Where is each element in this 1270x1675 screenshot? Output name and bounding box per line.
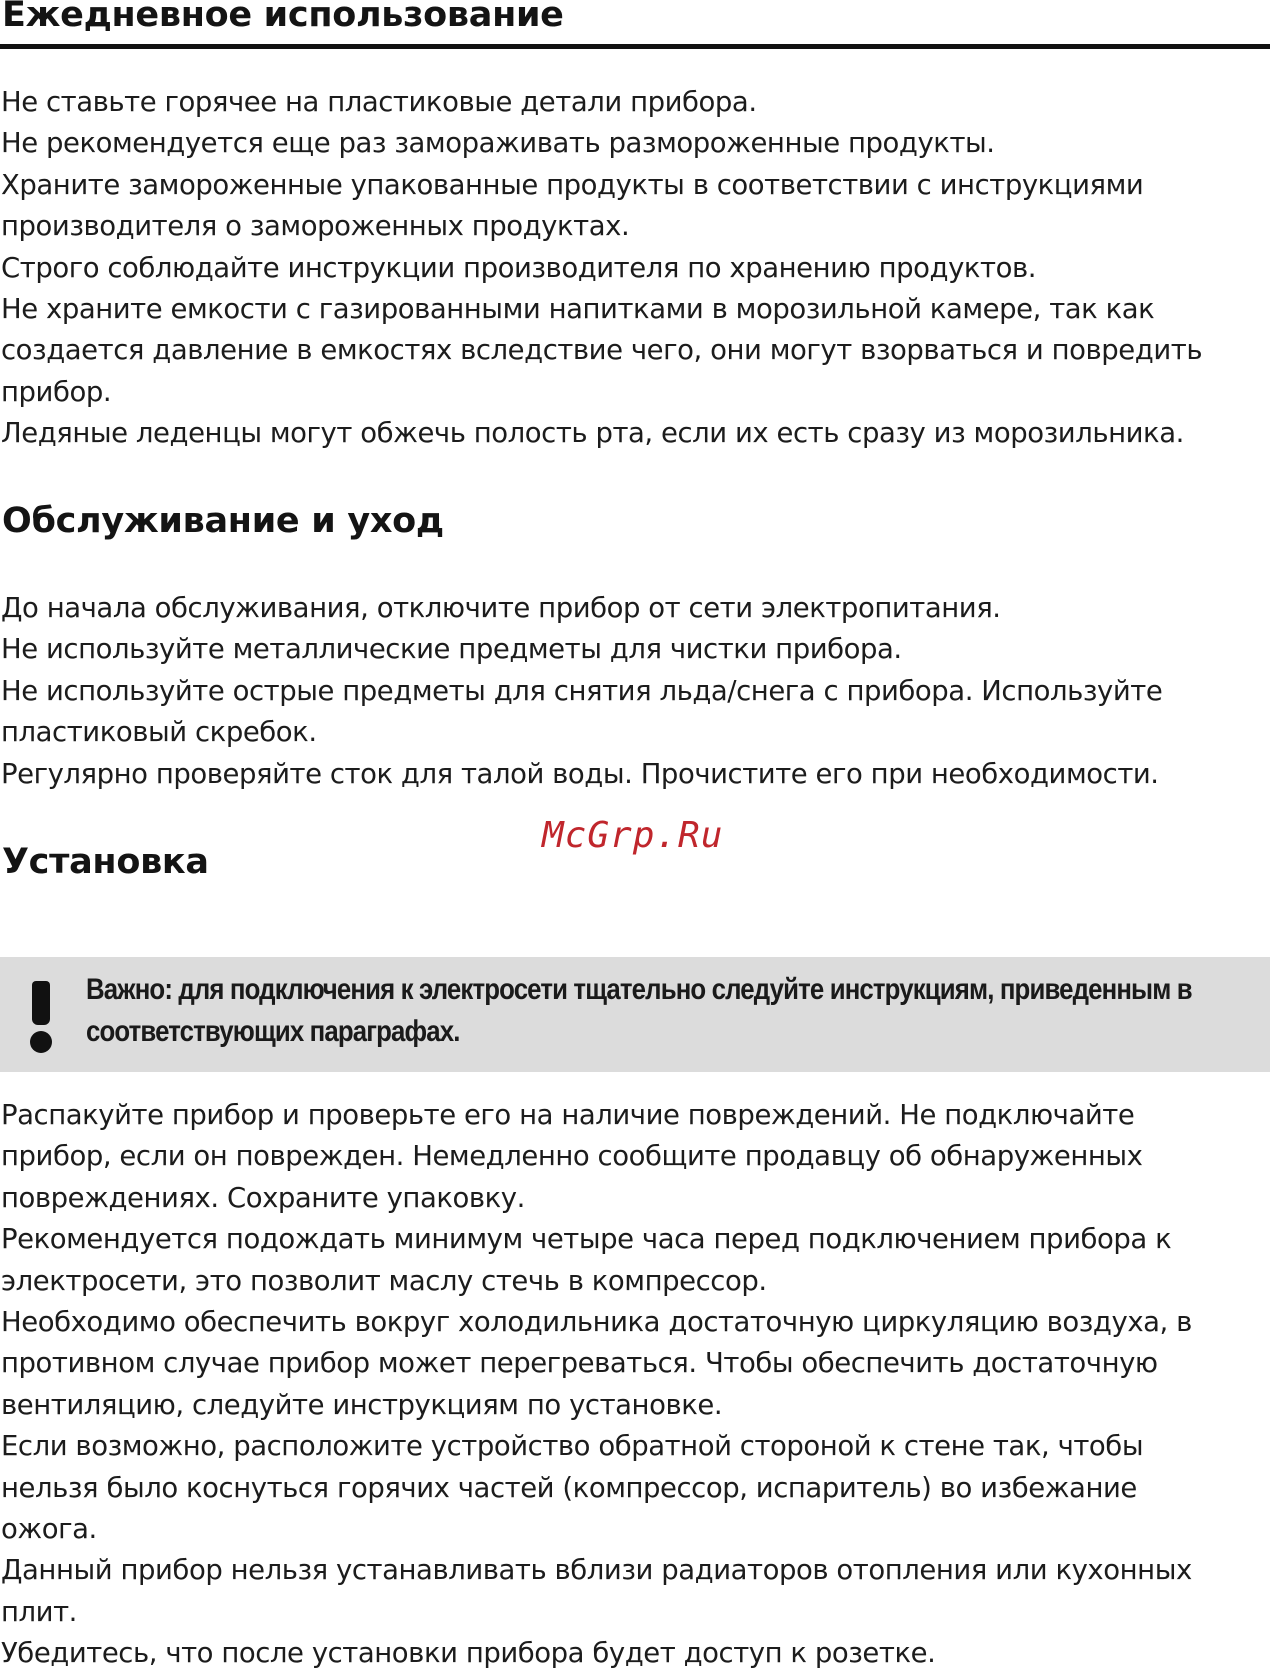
text-line: Распакуйте прибор и проверьте его на наличие повреждений. Не подключайте — [1, 1099, 1135, 1131]
text-line: Храните замороженные упакованные продукты в соответствии с инструкциями — [1, 168, 1144, 201]
watermark: McGrp.Ru — [542, 815, 724, 856]
title-underline — [0, 44, 1270, 49]
text-line: ожога. — [1, 1513, 97, 1546]
text-line: Ледяные леденцы могут обжечь полость рта, если их есть сразу из морозильника. — [1, 417, 1184, 450]
text-line: Регулярно проверяйте сток для талой воды. Прочистите его при необходимости. — [1, 757, 1159, 790]
text-line: Рекомендуется подождать минимум четыре часа перед подключением прибора к — [1, 1223, 1172, 1256]
notice-text — [86, 969, 1270, 1053]
notice-line: соответствующих параграфах. — [86, 1015, 460, 1048]
text-line: Необходимо обеспечить вокруг холодильника достаточную циркуляцию воздуха, в — [1, 1306, 1192, 1339]
text-line: нельзя было коснуться горячих частей (компрессор, испаритель) во избежание — [1, 1471, 1137, 1504]
text-line: прибор. — [1, 375, 112, 408]
text-line: производителя о замороженных продуктах. — [1, 210, 630, 243]
text-line: создается давление в емкостях вследствие чего, они могут взорваться и повредить — [1, 334, 1203, 367]
care-paragraphs — [1, 588, 1263, 795]
exclamation-icon — [28, 981, 58, 1051]
text-line: Не используйте острые предметы для снятия льда/снега с прибора. Используйте — [1, 674, 1163, 707]
text-line: противном случае прибор может перегреваться. Чтобы обеспечить достаточную — [1, 1347, 1158, 1380]
text-line: Данный прибор нельзя устанавливать вблизи радиаторов отопления или кухонных — [1, 1554, 1192, 1587]
important-notice-box — [0, 957, 1270, 1072]
text-line: пластиковый скребок. — [1, 716, 317, 749]
text-line: До начала обслуживания, отключите прибор от сети электропитания. — [1, 592, 1001, 624]
text-line: вентиляцию, следуйте инструкциям по установке. — [1, 1388, 723, 1421]
text-line: плит. — [1, 1595, 77, 1628]
text-line: Не храните емкости с газированными напитками в морозильной камере, так как — [1, 293, 1155, 326]
installation-paragraphs — [1, 1095, 1263, 1675]
text-line: Не рекомендуется еще раз замораживать размороженные продукты. — [1, 127, 995, 160]
text-line: повреждениях. Сохраните упаковку. — [1, 1181, 525, 1214]
notice-line: Важно: для подключения к электросети тщательно следуйте инструкциям, приведенным в — [86, 973, 1192, 1006]
text-line: прибор, если он поврежден. Немедленно сообщите продавцу об обнаруженных — [1, 1140, 1143, 1173]
section-title-care: Обслуживание и уход — [2, 501, 444, 541]
text-line: Если возможно, расположите устройство обратной стороной к стене так, чтобы — [1, 1430, 1144, 1463]
text-line: Не ставьте горячее на пластиковые детали прибора. — [1, 86, 757, 118]
text-line: Не используйте металлические предметы для чистки прибора. — [1, 633, 902, 666]
text-line: электросети, это позволит маслу стечь в компрессор. — [1, 1264, 767, 1297]
daily-use-paragraphs — [1, 82, 1263, 455]
text-line: Убедитесь, что после установки прибора будет доступ к розетке. — [1, 1637, 936, 1670]
text-line: Строго соблюдайте инструкции производителя по хранению продуктов. — [1, 251, 1037, 284]
section-title-daily-use: Ежедневное использование — [2, 0, 564, 35]
section-title-installation: Установка — [2, 842, 209, 882]
